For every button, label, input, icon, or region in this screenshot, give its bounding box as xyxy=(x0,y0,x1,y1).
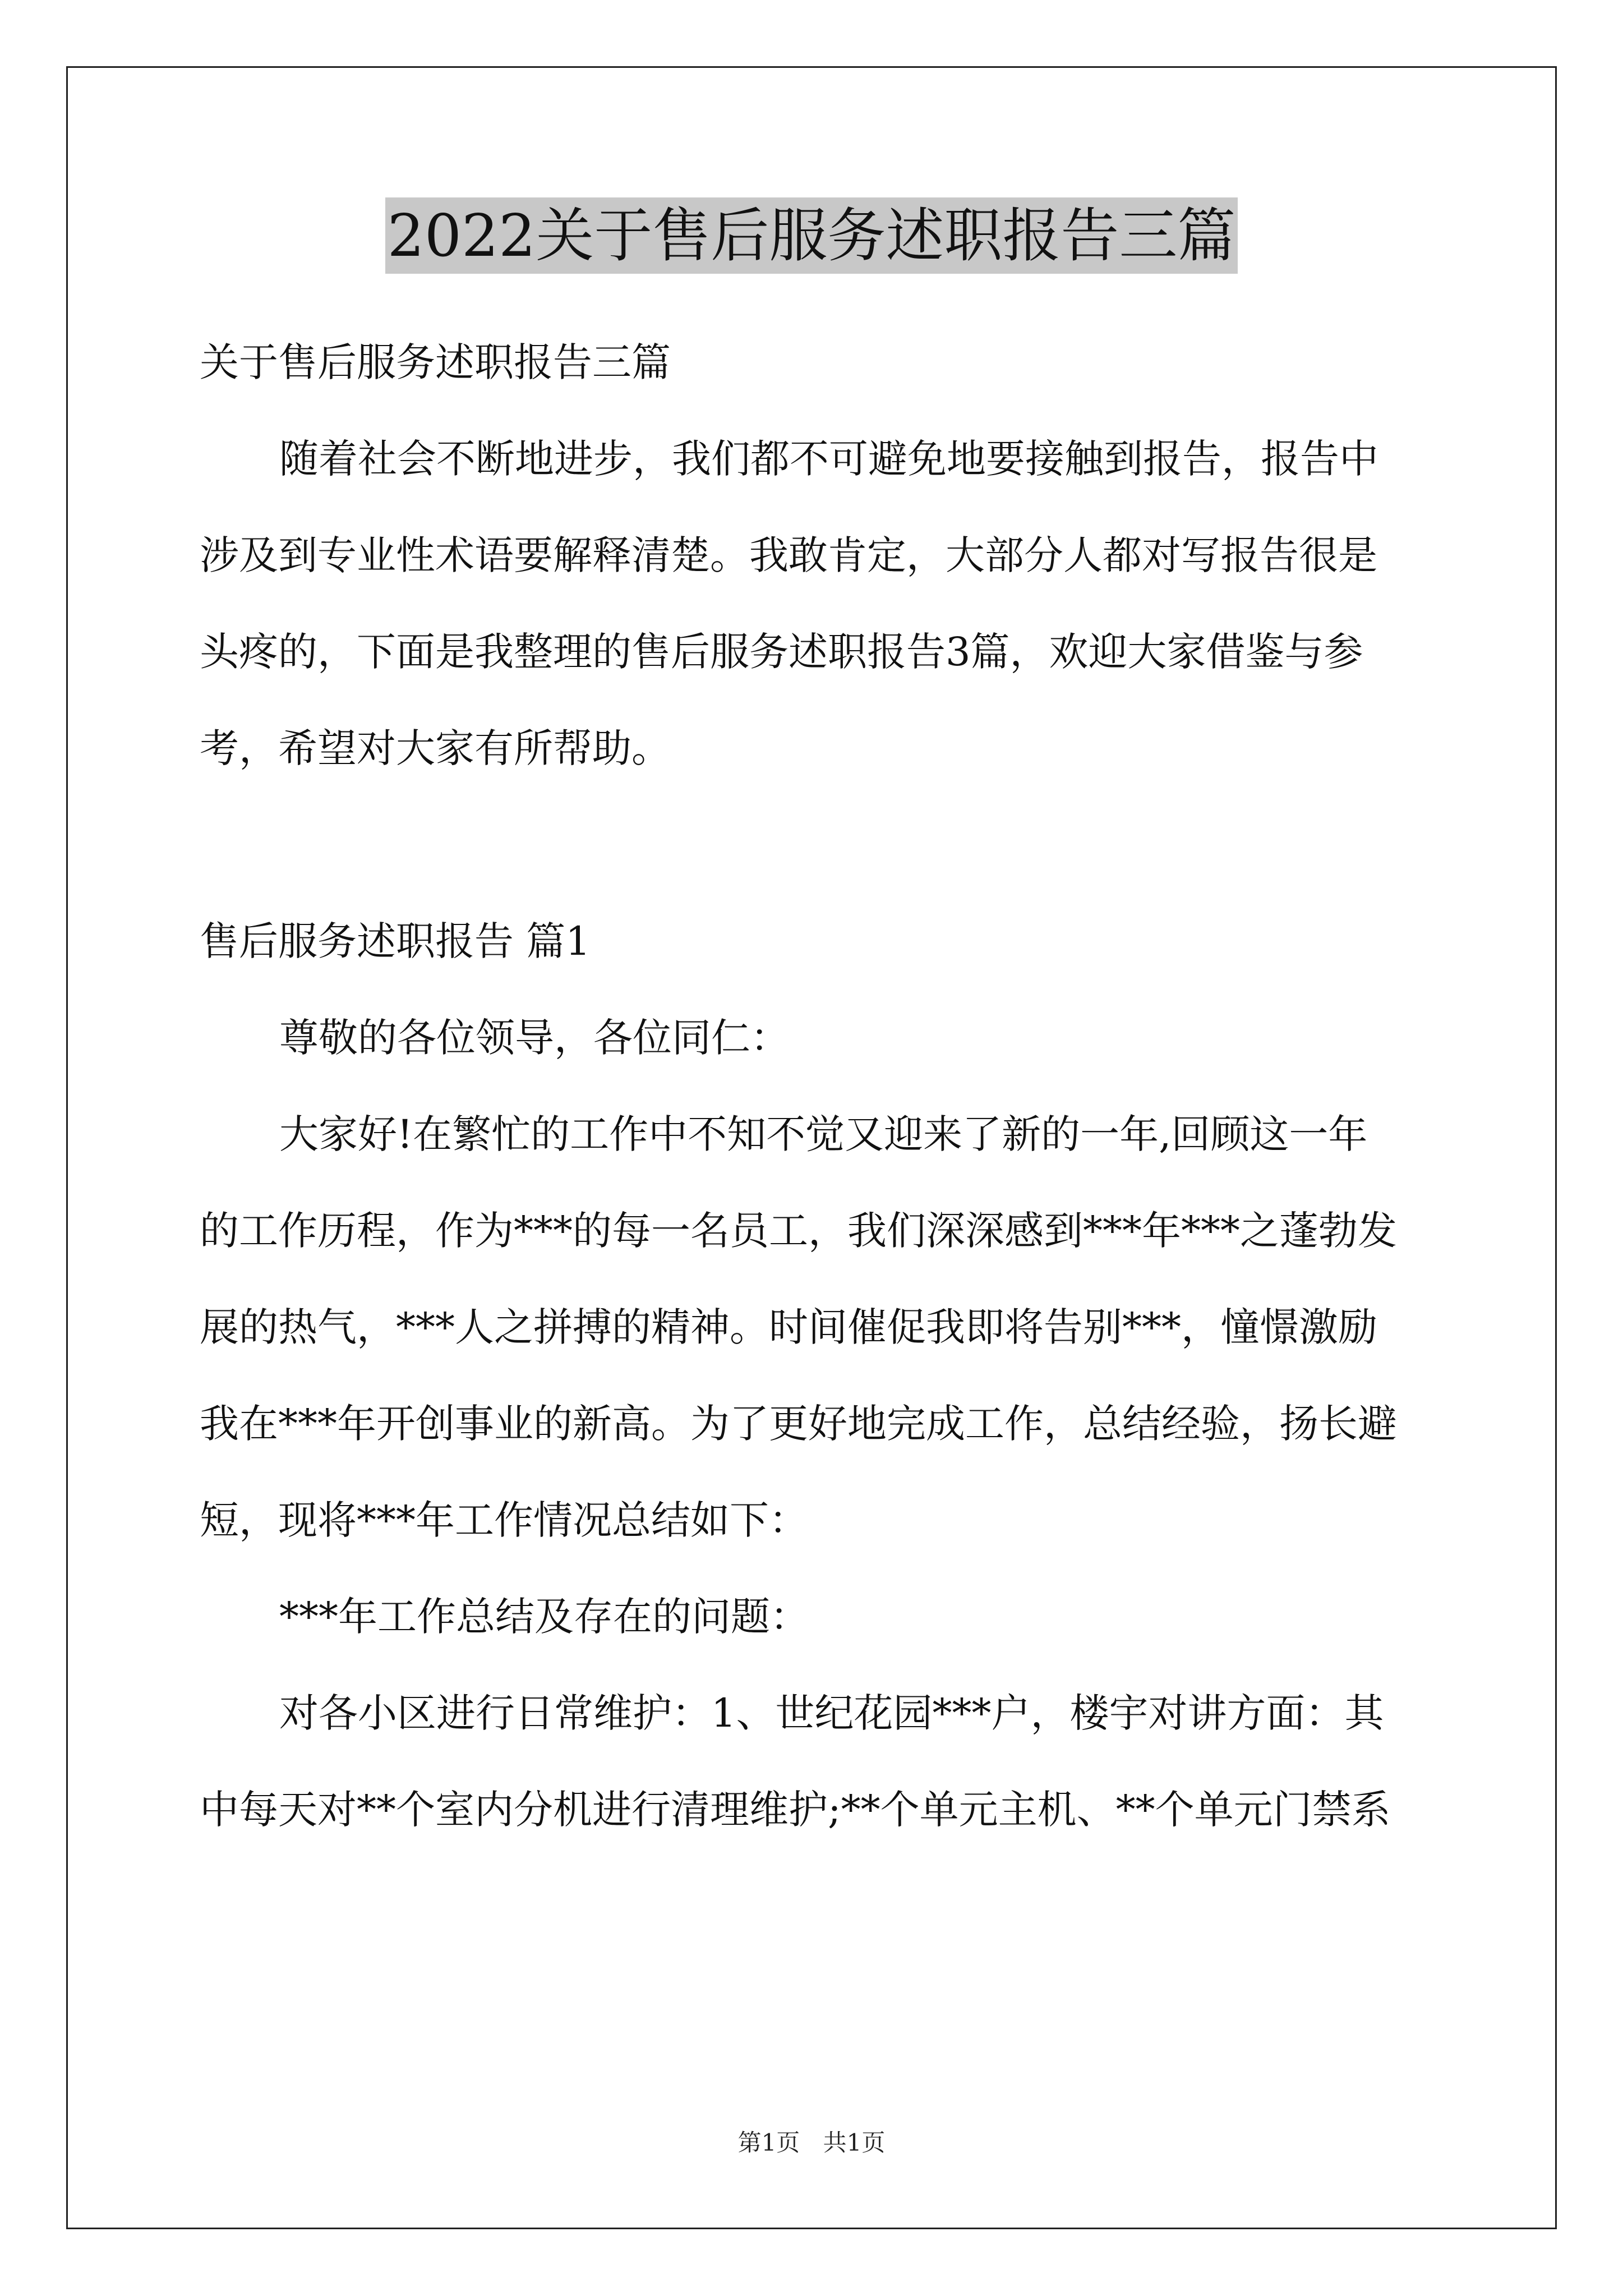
body-line-3: 展的热气，***人之拼搏的精神。时间催促我即将告别***，憧憬激励 xyxy=(200,1304,1377,1350)
paragraph-spacer xyxy=(200,797,1433,893)
section-heading: 售后服务述职报告 篇1 xyxy=(200,918,591,964)
greeting: 尊敬的各位领导，各位同仁： xyxy=(279,1015,790,1061)
subtitle: 关于售后服务述职报告三篇 xyxy=(200,339,671,385)
document-title: 2022关于售后服务述职报告三篇 xyxy=(385,197,1238,274)
document-body xyxy=(200,314,1433,1858)
page-total: 共1页 xyxy=(823,2129,886,2156)
summary-heading: ***年工作总结及存在的问题： xyxy=(279,1594,809,1640)
maintenance-line-2: 中每天对**个室内分机进行清理维护;**个单元主机、**个单元门禁系 xyxy=(200,1787,1391,1833)
intro-line-1: 随着社会不断地进步，我们都不可避免地要接触到报告，报告中 xyxy=(279,436,1378,482)
intro-line-3: 头疼的，下面是我整理的售后服务述职报告3篇，欢迎大家借鉴与参 xyxy=(200,629,1363,675)
intro-line-4: 考，希望对大家有所帮助。 xyxy=(200,725,671,771)
body-line-2: 的工作历程，作为***的每一名员工，我们深深感到***年***之蓬勃发 xyxy=(200,1208,1397,1254)
maintenance-line-1: 对各小区进行日常维护：1、世纪花园***户，楼宇对讲方面：其 xyxy=(279,1690,1384,1736)
title-container xyxy=(0,197,1623,274)
page-footer xyxy=(0,2126,1623,2160)
body-line-1: 大家好!在繁忙的工作中不知不觉又迎来了新的一年,回顾这一年 xyxy=(279,1111,1368,1157)
body-line-5: 短，现将***年工作情况总结如下： xyxy=(200,1497,808,1543)
intro-line-2: 涉及到专业性术语要解释清楚。我敢肯定，大部分人都对写报告很是 xyxy=(200,532,1377,578)
body-line-4: 我在***年开创事业的新高。为了更好地完成工作，总结经验，扬长避 xyxy=(200,1401,1397,1447)
page-number: 第1页 xyxy=(737,2129,800,2156)
